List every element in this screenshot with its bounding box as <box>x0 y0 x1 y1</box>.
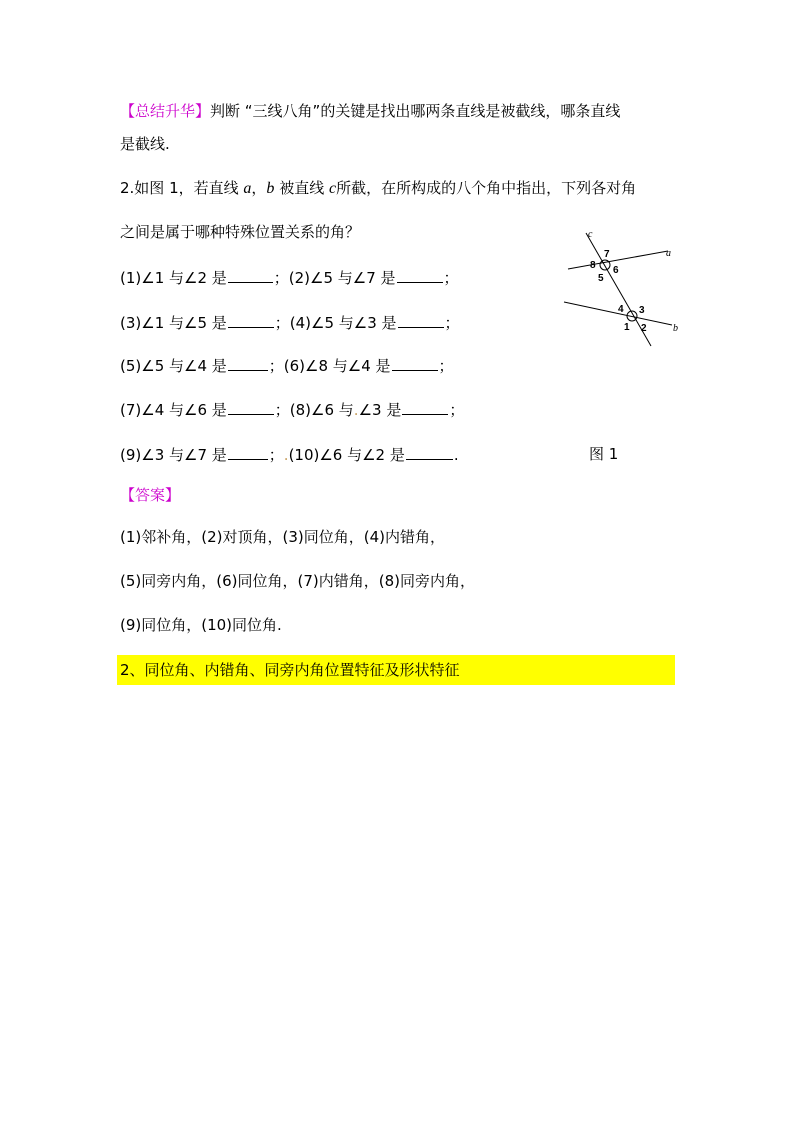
summary-line-2 <box>120 133 170 155</box>
item-text: (9)∠3 与∠7 是 <box>120 446 227 464</box>
item-end: . <box>453 446 459 464</box>
summary-text-1: 判断 “三线八角”的关键是找出哪两条直线是被截线，哪条直线 <box>210 102 621 120</box>
question-intro-suffix: 所截，在所构成的八个角中指出，下列各对角 <box>336 179 637 197</box>
item-text: (5)∠5 与∠4 是 <box>120 357 227 375</box>
item-text: (7)∠4 与∠6 是 <box>120 401 227 419</box>
item-end: ； <box>443 269 459 287</box>
angle-mark-top <box>600 260 610 270</box>
answer-blank[interactable] <box>406 443 453 460</box>
question-item-row <box>120 443 459 466</box>
label-a: a <box>666 248 671 259</box>
question-item-row <box>120 311 460 334</box>
label-7: 7 <box>604 249 610 260</box>
item-text: ；(8)∠6 与 <box>274 401 354 419</box>
section-title: 2、同位角、内错角、同旁内角位置特征及形状特征 <box>120 661 460 679</box>
question-line-2-text: 之间是属于哪种特殊位置关系的角？ <box>120 223 361 241</box>
question-item-row <box>120 354 454 377</box>
item-end: ； <box>438 357 454 375</box>
answer-blank[interactable] <box>228 354 268 371</box>
var-b: b <box>266 180 275 197</box>
question-sep: ， <box>251 179 267 197</box>
var-a: a <box>243 180 252 197</box>
label-2: 2 <box>641 323 647 334</box>
label-5: 5 <box>598 273 604 284</box>
summary-text-2: 是截线. <box>120 135 170 153</box>
item-text: ；(4)∠5 与∠3 是 <box>274 314 397 332</box>
question-mid: 被直线 <box>274 179 329 197</box>
label-b: b <box>673 323 678 334</box>
stray-dot: . <box>283 446 289 464</box>
parallel-lines-figure <box>556 222 686 352</box>
label-4: 4 <box>618 304 624 315</box>
item-text: (3)∠1 与∠5 是 <box>120 314 227 332</box>
answer-tag: 【答案】 <box>120 486 181 504</box>
answer-blank[interactable] <box>397 266 443 283</box>
item-sep: ； <box>268 446 284 464</box>
answer-blank[interactable] <box>398 311 444 328</box>
answer-blank[interactable] <box>228 398 274 415</box>
stray-dot: . <box>353 401 359 419</box>
label-c: c <box>588 229 593 240</box>
label-1: 1 <box>624 322 630 333</box>
answer-blank[interactable] <box>228 311 274 328</box>
answer-blank[interactable] <box>392 354 438 371</box>
item-text: (1)∠1 与∠2 是 <box>120 269 227 287</box>
answer-blank[interactable] <box>228 443 268 460</box>
answer-line-1: (1)邻补角，(2)对顶角，(3)同位角，(4)内错角， <box>120 528 445 546</box>
answer-blank[interactable] <box>228 266 273 283</box>
label-3: 3 <box>639 305 645 316</box>
question-item-row <box>120 398 464 421</box>
item-end: ； <box>449 401 465 419</box>
label-6: 6 <box>613 265 619 276</box>
item-text: ∠3 是 <box>358 401 402 419</box>
item-text: (10)∠6 与∠2 是 <box>288 446 405 464</box>
figure-caption: 图 1 <box>589 445 619 463</box>
answer-line-2: (5)同旁内角，(6)同位角，(7)内错角，(8)同旁内角， <box>120 572 475 590</box>
section-highlight <box>117 655 675 685</box>
item-text: ；(2)∠5 与∠7 是 <box>273 269 396 287</box>
var-c: c <box>328 180 337 197</box>
label-8: 8 <box>590 260 596 271</box>
item-end: ； <box>444 314 460 332</box>
question-item-row <box>120 266 459 289</box>
question-intro-prefix: 2.如图 1，若直线 <box>120 179 244 197</box>
summary-tag: 【总结升华】 <box>120 102 211 120</box>
answer-blank[interactable] <box>402 398 448 415</box>
question-line-2 <box>120 221 360 243</box>
answer-line-3: (9)同位角，(10)同位角. <box>120 616 282 634</box>
question-intro <box>120 177 636 200</box>
summary-line-1 <box>120 100 620 122</box>
item-text: ；(6)∠8 与∠4 是 <box>268 357 391 375</box>
answer-heading <box>120 484 180 506</box>
